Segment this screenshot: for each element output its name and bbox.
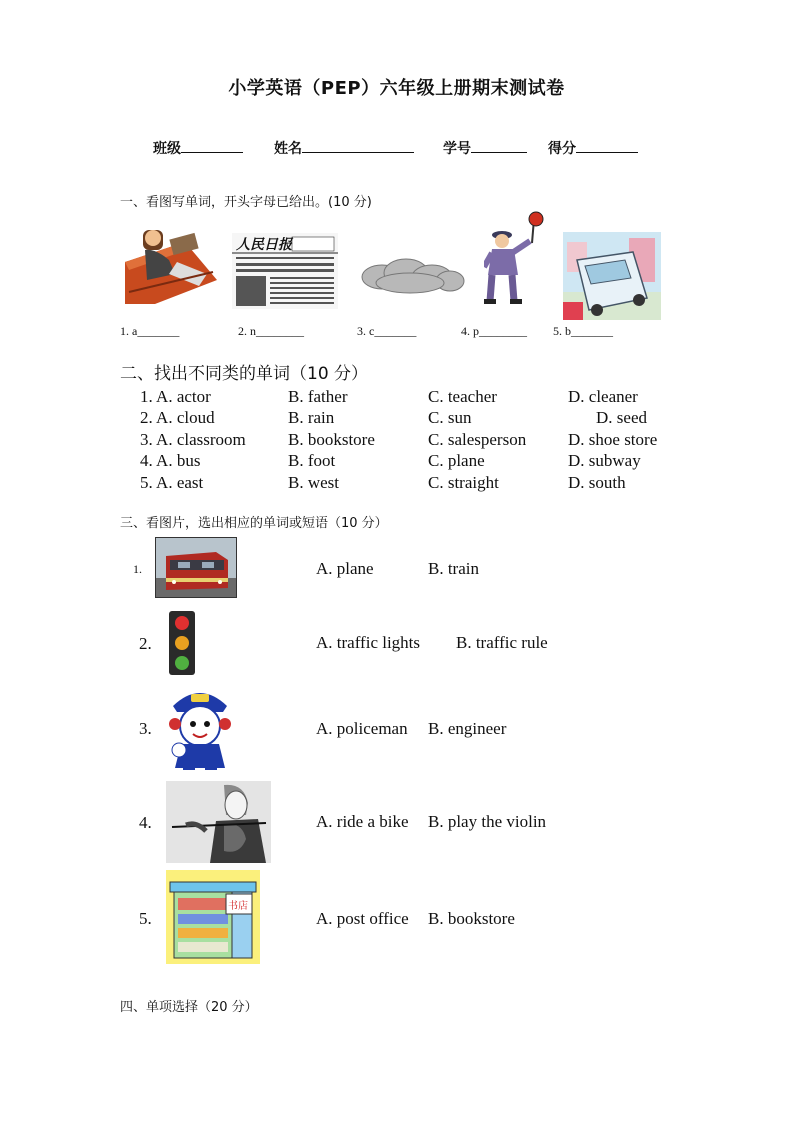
s2-row-3-a[interactable]: 3. A. classroom <box>140 430 246 449</box>
shop-sign: 书店 <box>228 901 248 912</box>
s2-row-3-d[interactable]: D. shoe store <box>568 430 658 449</box>
s2-row-1-b[interactable]: B. father <box>288 387 348 406</box>
caption-3[interactable]: 3. c_______ <box>357 324 417 338</box>
class-field[interactable] <box>153 138 243 158</box>
number-label: 学号 <box>443 141 471 157</box>
s3-item-1-option-b[interactable]: B. train <box>428 559 479 578</box>
bookstore-icon <box>166 870 260 964</box>
section3-heading: 三、看图片，选出相应的单词或短语（10 分） <box>120 516 388 531</box>
actor-picture <box>125 222 217 304</box>
policeman-picture <box>484 209 548 307</box>
s2-row-2-b[interactable]: B. rain <box>288 408 335 427</box>
s3-item-2-option-b[interactable]: B. traffic rule <box>456 633 548 652</box>
s2-row-1-c[interactable]: C. teacher <box>428 387 497 406</box>
student-number-field[interactable] <box>443 138 527 158</box>
bus-picture <box>563 232 661 320</box>
s2-row-2-d[interactable]: D. seed <box>596 408 647 427</box>
s2-row-1-d[interactable]: D. cleaner <box>568 387 638 406</box>
train-photo <box>155 537 237 598</box>
violin-player-icon <box>166 781 271 863</box>
caption-1[interactable]: 1. a_______ <box>120 324 180 338</box>
name-label: 姓名 <box>274 141 302 157</box>
score-label: 得分 <box>548 141 576 157</box>
caption-2[interactable]: 2. n________ <box>238 324 304 338</box>
s3-item-4-number: 4. <box>139 813 152 832</box>
s2-row-3-b[interactable]: B. bookstore <box>288 430 375 449</box>
section1-heading: 一、看图写单词，开头字母已给出。(10 分) <box>120 195 372 210</box>
s3-item-3-number: 3. <box>139 719 152 738</box>
page-title: 小学英语（PEP）六年级上册期末测试卷 <box>228 78 565 99</box>
s2-row-2-a[interactable]: 2. A. cloud <box>140 408 215 427</box>
s2-row-1-a[interactable]: 1. A. actor <box>140 387 211 406</box>
s3-item-5-number: 5. <box>139 909 152 928</box>
section4-heading: 四、单项选择（20 分） <box>120 1000 258 1015</box>
score-field[interactable] <box>548 138 638 158</box>
s2-row-5-c[interactable]: C. straight <box>428 473 499 492</box>
s3-item-4-option-a[interactable]: A. ride a bike <box>316 812 409 831</box>
s2-row-3-c[interactable]: C. salesperson <box>428 430 527 449</box>
s2-row-5-d[interactable]: D. south <box>568 473 626 492</box>
class-label: 班级 <box>153 141 181 157</box>
section2-heading: 二、找出不同类的单词（10 分） <box>120 364 369 384</box>
s3-item-4-option-b[interactable]: B. play the violin <box>428 812 547 831</box>
s3-item-2-number: 2. <box>139 634 152 653</box>
policeman-cartoon-icon <box>163 684 237 772</box>
s2-row-4-a[interactable]: 4. A. bus <box>140 451 201 470</box>
s2-row-2-c[interactable]: C. sun <box>428 408 472 427</box>
s3-item-5-option-b[interactable]: B. bookstore <box>428 909 515 928</box>
s3-item-3-option-b[interactable]: B. engineer <box>428 719 507 738</box>
s3-item-1-option-a[interactable]: A. plane <box>316 559 374 578</box>
s3-item-2-option-a[interactable]: A. traffic lights <box>316 633 421 652</box>
s2-row-5-a[interactable]: 5. A. east <box>140 473 204 492</box>
s3-item-1-number: 1. <box>133 562 142 576</box>
name-field[interactable] <box>274 138 414 158</box>
newspaper-picture <box>232 233 338 309</box>
s2-row-5-b[interactable]: B. west <box>288 473 339 492</box>
newspaper-masthead: 人民日报 <box>236 237 292 253</box>
s2-row-4-d[interactable]: D. subway <box>568 451 641 470</box>
cloud-picture <box>360 253 466 297</box>
caption-5[interactable]: 5. b_______ <box>553 324 613 338</box>
s3-item-5-option-a[interactable]: A. post office <box>316 909 409 928</box>
s2-row-4-c[interactable]: C. plane <box>428 451 485 470</box>
caption-4[interactable]: 4. p________ <box>461 324 527 338</box>
s2-row-4-b[interactable]: B. foot <box>288 451 336 470</box>
traffic-light-icon <box>167 611 197 675</box>
s3-item-3-option-a[interactable]: A. policeman <box>316 719 408 738</box>
